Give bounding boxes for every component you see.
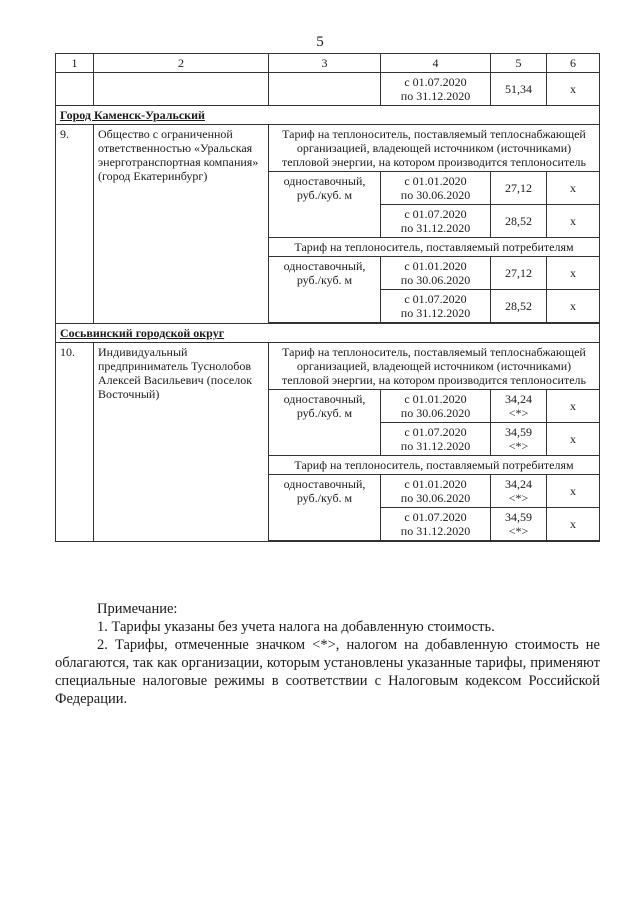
period-cell: с 01.07.2020 по 31.12.2020 [381, 205, 491, 238]
tariff-type: одноставочный, руб./куб. м [269, 257, 381, 323]
region-row [56, 106, 600, 125]
tariff-value: 51,34 [491, 73, 547, 106]
x-mark: x [547, 205, 600, 238]
tariff-table [55, 53, 600, 542]
tariff-value: 28,52 [491, 205, 547, 238]
period-cell: с 01.07.2020 по 31.12.2020 [381, 423, 491, 456]
org-row [56, 125, 600, 172]
x-mark: x [547, 423, 600, 456]
header-cell: 2 [94, 54, 269, 73]
org-row [56, 343, 600, 390]
header-cell: 3 [269, 54, 381, 73]
tariff-type: одноставочный, руб./куб. м [269, 475, 381, 541]
period-cell: с 01.07.2020 по 31.12.2020 [381, 290, 491, 323]
region-name: Сосьвинский городской округ [56, 324, 600, 343]
org-number: 9. [56, 125, 94, 324]
org-number: 10. [56, 343, 94, 542]
tariff-value: 34,59 <*> [491, 508, 547, 541]
continuation-row [56, 73, 600, 106]
page-number: 5 [316, 34, 324, 50]
tariff-value: 34,24 <*> [491, 390, 547, 423]
header-cell: 6 [547, 54, 600, 73]
x-mark: x [547, 475, 600, 508]
notes-title: Примечание: [97, 601, 178, 617]
period-cell: с 01.01.2020 по 30.06.2020 [381, 172, 491, 205]
header-cell: 1 [56, 54, 94, 73]
note-item: 1. Тарифы указаны без учета налога на добавленную стоимость. [97, 619, 495, 635]
section-title: Тариф на теплоноситель, поставляемый потребителям [269, 238, 600, 257]
x-mark: x [547, 290, 600, 323]
x-mark: x [547, 390, 600, 423]
tariff-value: 34,24 <*> [491, 475, 547, 508]
period-cell: с 01.07.2020 по 31.12.2020 [381, 508, 491, 541]
header-cell: 4 [381, 54, 491, 73]
period-cell: с 01.01.2020 по 30.06.2020 [381, 390, 491, 423]
tariff-type: одноставочный, руб./куб. м [269, 390, 381, 456]
x-mark: x [547, 508, 600, 541]
tariff-value: 28,52 [491, 290, 547, 323]
tariff-value: 34,59 <*> [491, 423, 547, 456]
region-row [56, 324, 600, 343]
period-cell: с 01.01.2020 по 30.06.2020 [381, 257, 491, 290]
header-cell: 5 [491, 54, 547, 73]
tariff-type: одноставочный, руб./куб. м [269, 172, 381, 238]
x-mark: x [547, 73, 600, 106]
x-mark: x [547, 172, 600, 205]
section-title: Тариф на теплоноситель, поставляемый теплоснабжающей организацией, владеющей источником (источниками) тепловой энергии, на котором производится теплоноситель [269, 125, 600, 172]
period-cell: с 01.07.2020 по 31.12.2020 [381, 73, 491, 106]
region-name: Город Каменск-Уральский [56, 106, 600, 125]
header-row [56, 54, 600, 73]
tariff-value: 27,12 [491, 172, 547, 205]
org-name: Индивидуальный предприниматель Туснолобов Алексей Васильевич (поселок Восточный) [94, 343, 269, 542]
notes-block [55, 600, 600, 708]
section-title: Тариф на теплоноситель, поставляемый теплоснабжающей организацией, владеющей источником (источниками) тепловой энергии, на котором производится теплоноситель [269, 343, 600, 390]
org-name: Общество с ограниченной ответственностью «Уральская энерготранспортная компания» (город Екатеринбург) [94, 125, 269, 324]
note-item: 2. Тарифы, отмеченные значком <*>, налогом на добавленную стоимость не облагаются, так как организации, которым установлены указанные тарифы, применяют специальные налоговые режимы в соответствии с Налоговым кодексом Российской Федерации. [55, 637, 600, 707]
section-title: Тариф на теплоноситель, поставляемый потребителям [269, 456, 600, 475]
x-mark: x [547, 257, 600, 290]
tariff-value: 27,12 [491, 257, 547, 290]
period-cell: с 01.01.2020 по 30.06.2020 [381, 475, 491, 508]
